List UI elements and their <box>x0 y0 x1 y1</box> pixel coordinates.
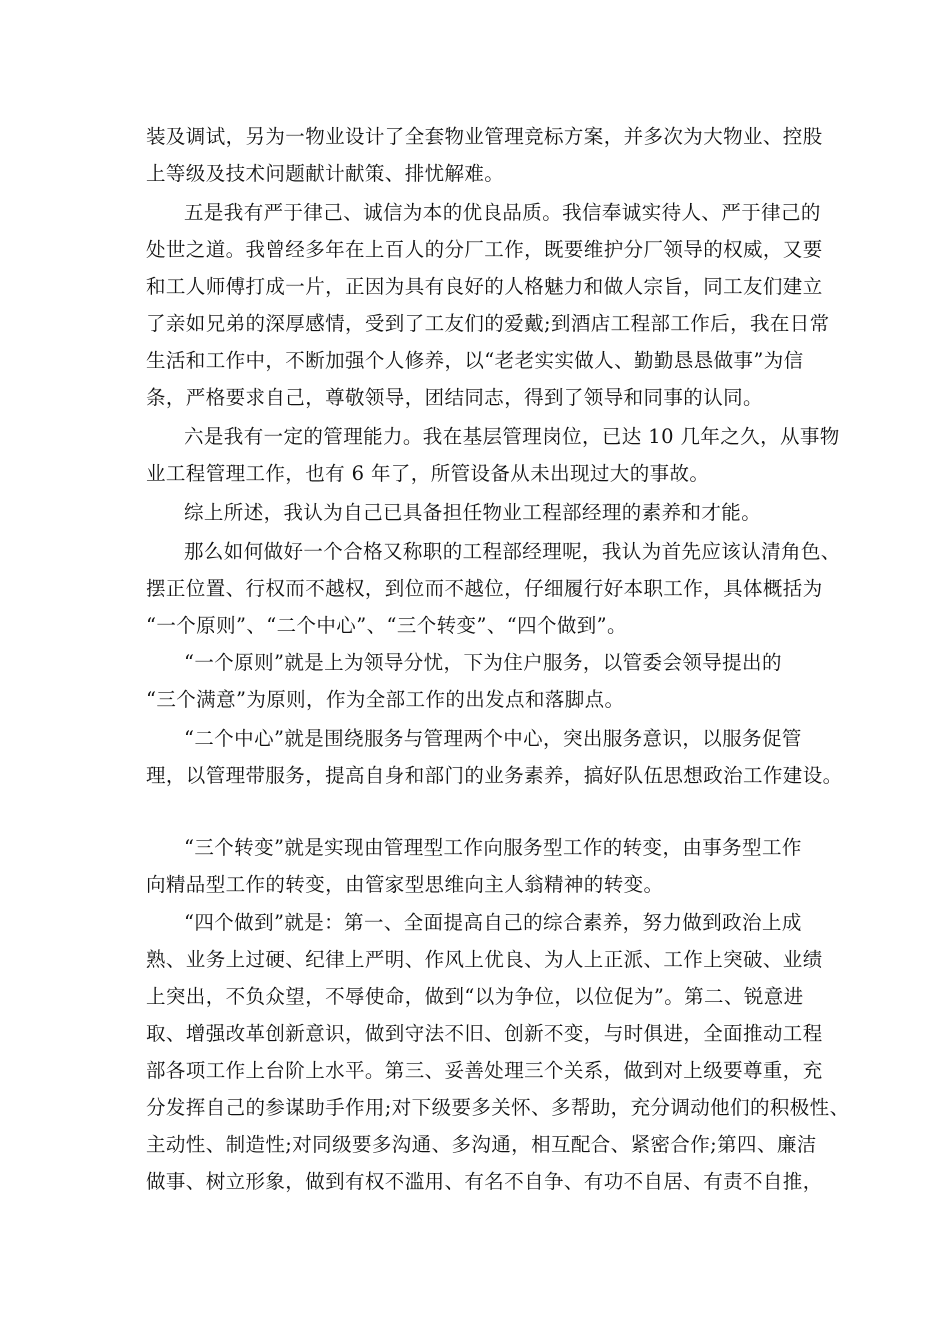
text-line: 条，严格要求自己，尊敬领导，团结同志，得到了领导和同事的认同。 <box>146 386 763 409</box>
text-line: “二个中心”就是围绕服务与管理两个中心，突出服务意识，以服务促管 <box>184 727 802 750</box>
text-line: “一个原则”就是上为领导分忧，下为住户服务，以管委会领导提出的 <box>184 651 782 674</box>
text-line: 那么如何做好一个合格又称职的工程部经理呢，我认为首先应该认清角色、 <box>184 540 841 563</box>
text-line: “四个做到”就是：第一、全面提高自己的综合素养，努力做到政治上成 <box>184 911 802 934</box>
text-line: 取、增强改革创新意识，做到守法不旧、创新不变，与时俱进，全面推动工程 <box>146 1022 823 1045</box>
text-line: 综上所述，我认为自己已具备担任物业工程部经理的素养和才能。 <box>184 501 762 524</box>
text-line: “三个满意”为原则，作为全部工作的出发点和落脚点。 <box>146 688 625 711</box>
text-line: 分发挥自己的参谋助手作用;对下级要多关怀、多帮助，充分调动他们的积极性、 <box>146 1096 850 1119</box>
text-line: “一个原则”、“二个中心”、“三个转变”、“四个做到”。 <box>146 614 627 637</box>
text-line: 六是我有一定的管理能力。我在基层管理岗位，已达 10 几年之久，从事物 <box>184 425 840 448</box>
text-line: 摆正位置、行权而不越权，到位而不越位，仔细履行好本职工作，具体概括为 <box>146 577 823 600</box>
text-line: 了亲如兄弟的深厚感情，受到了工友们的爱戴;到酒店工程部工作后，我在日常 <box>146 312 830 335</box>
text-line: 上突出，不负众望，不辱使命，做到“以为争位，以位促为”。第二、锐意进 <box>146 985 804 1008</box>
text-line: 做事、树立形象，做到有权不滥用、有名不自争、有功不自居、有责不自推， <box>146 1170 823 1193</box>
text-line: 主动性、制造性;对同级要多沟通、多沟通，相互配合、紧密合作;第四、廉洁 <box>146 1133 817 1156</box>
text-line: 五是我有严于律己、诚信为本的优良品质。我信奉诚实待人、严于律己的 <box>184 201 821 224</box>
text-line: 向精品型工作的转变，由管家型思维向主人翁精神的转变。 <box>146 873 664 896</box>
text-line: 装及调试，另为一物业设计了全套物业管理竞标方案，并多次为大物业、控股 <box>146 125 823 148</box>
text-line: 熟、业务上过硬、纪律上严明、作风上优良、为人上正派、工作上突破、业绩 <box>146 948 823 971</box>
text-line: 部各项工作上台阶上水平。第三、妥善处理三个关系，做到对上级要尊重，充 <box>146 1059 823 1082</box>
text-line: 和工人师傅打成一片，正因为具有良好的人格魅力和做人宗旨，同工友们建立 <box>146 275 823 298</box>
text-line: 生活和工作中，不断加强个人修养，以“老老实实做人、勤勤恳恳做事”为信 <box>146 349 804 372</box>
text-line: 处世之道。我曾经多年在上百人的分厂工作，既要维护分厂领导的权威，又要 <box>146 238 823 261</box>
text-line: “三个转变”就是实现由管理型工作向服务型工作的转变，由事务型工作 <box>184 836 802 859</box>
text-line: 上等级及技术问题献计献策、排忧解难。 <box>146 162 505 185</box>
text-line: 理，以管理带服务，提高自身和部门的业务素养，搞好队伍思想政治工作建设。 <box>146 764 843 787</box>
text-line: 业工程管理工作，也有 6 年了，所管设备从未出现过大的事故。 <box>146 462 710 485</box>
